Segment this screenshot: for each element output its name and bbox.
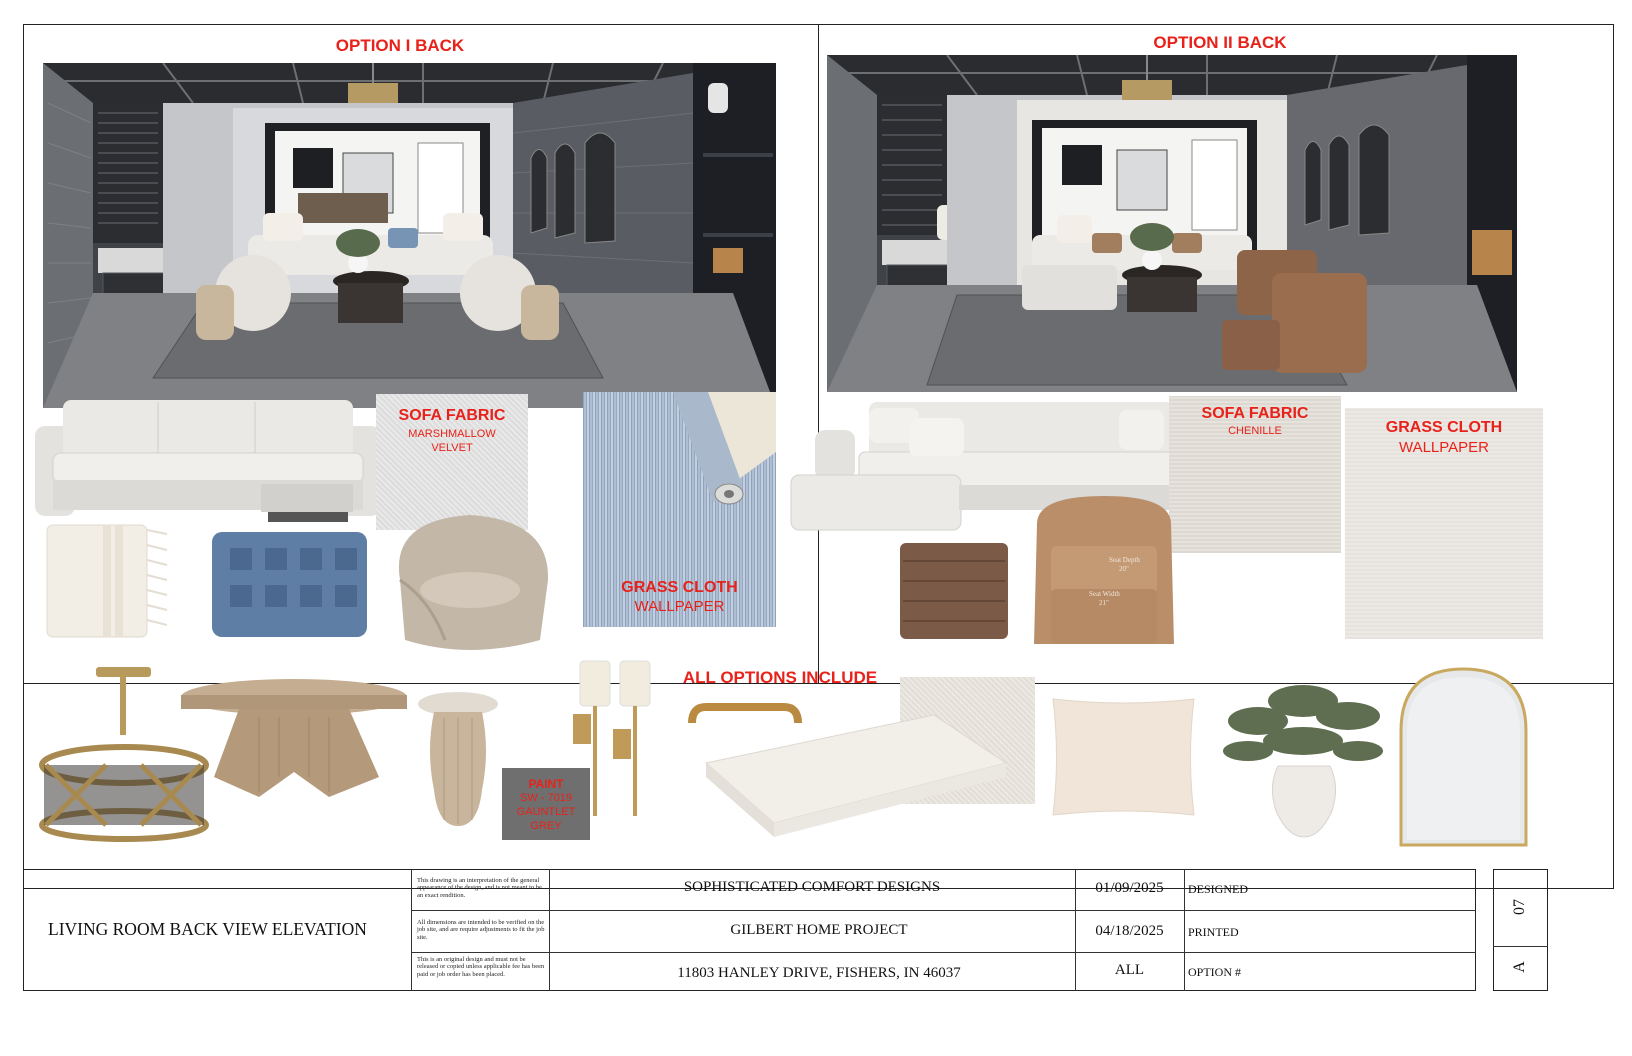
option2-seat-width-value: 21" bbox=[1099, 599, 1109, 607]
option1-rendering bbox=[43, 63, 776, 408]
option1-sofa-fabric-line1: MARSHMALLOW bbox=[408, 428, 496, 440]
sheet-title: LIVING ROOM BACK VIEW ELEVATION bbox=[48, 919, 367, 939]
olive-vase-image bbox=[1218, 671, 1388, 839]
option2-wallpaper-line2: WALLPAPER bbox=[1398, 439, 1490, 456]
option2-seat-width-label: Seat Width bbox=[1089, 590, 1120, 598]
arched-mirror-image bbox=[1397, 665, 1530, 847]
option2-sofa-fabric-swatch bbox=[1169, 396, 1341, 553]
option1-sofa-image bbox=[33, 398, 383, 526]
option-value: ALL bbox=[1114, 962, 1145, 978]
paint-line1: PAINT bbox=[528, 777, 564, 791]
option1-wallpaper-swatch bbox=[583, 392, 776, 627]
option1-sofa-fabric-title: SOFA FABRIC bbox=[398, 407, 506, 424]
date-designed: 01/09/2025 bbox=[1095, 880, 1164, 896]
disclaimer-note-2: All dimensions are intended to be verified on the job site, and are require adjustments to fit the job site. bbox=[417, 919, 545, 941]
all-options-title: ALL OPTIONS INCLUDE bbox=[682, 668, 878, 687]
option2-wallpaper-swatch bbox=[1345, 408, 1543, 639]
option2-leather-chair-ottoman bbox=[1029, 494, 1179, 646]
option2-rendering bbox=[827, 55, 1517, 392]
date-printed: 04/18/2025 bbox=[1095, 923, 1164, 939]
paint-line4: GREY bbox=[530, 820, 562, 832]
option2-wallpaper-line1: GRASS CLOTH bbox=[1385, 419, 1503, 436]
option2-title: OPTION II BACK bbox=[1153, 33, 1287, 52]
option1-wallpaper-line1: GRASS CLOTH bbox=[621, 579, 738, 596]
label-designed: DESIGNED bbox=[1188, 882, 1248, 896]
option1-wallpaper-line2: WALLPAPER bbox=[634, 598, 725, 615]
option2-sofa-fabric-title: SOFA FABRIC bbox=[1201, 405, 1309, 422]
option2-seat-depth-value: 20" bbox=[1119, 565, 1129, 573]
project-address: 11803 HANLEY DRIVE, FISHERS, IN 46037 bbox=[677, 965, 961, 981]
wall-sconce-image bbox=[568, 659, 660, 829]
sheet-letter: A bbox=[1511, 961, 1528, 973]
beige-pillow-image bbox=[1047, 693, 1200, 821]
bench-cushion-image bbox=[704, 713, 1008, 838]
option1-blue-pillow bbox=[210, 530, 370, 640]
option1-swivel-chair bbox=[390, 510, 552, 655]
paint-line2: SW - 7019 bbox=[520, 792, 572, 804]
option2-seat-depth-label: Seat Depth bbox=[1109, 556, 1140, 564]
company-name: SOPHISTICATED COMFORT DESIGNS bbox=[683, 879, 941, 895]
label-printed: PRINTED bbox=[1188, 925, 1239, 939]
option1-white-pillow bbox=[45, 520, 173, 645]
coffee-table-image bbox=[179, 677, 409, 815]
sheet-number: 07 bbox=[1511, 899, 1528, 915]
option2-brown-pillow bbox=[898, 541, 1010, 641]
option1-title: OPTION I BACK bbox=[335, 36, 465, 55]
paint-line3: GAUNTLET bbox=[516, 806, 576, 818]
label-option: OPTION # bbox=[1188, 965, 1241, 979]
side-table-image bbox=[416, 690, 500, 830]
option1-sofa-fabric-line2: VELVET bbox=[431, 442, 473, 454]
project-name: GILBERT HOME PROJECT bbox=[730, 922, 908, 938]
disclaimer-note-3: This is an original design and must not be released or copied unless applicable fee has been paid or job order has been placed. bbox=[417, 956, 545, 978]
disclaimer-note-1: This drawing is an interpretation of the general appearance of the design, and is not meant to be an exact rendition. bbox=[417, 877, 542, 899]
option2-sofa-fabric-line1: CHENILLE bbox=[1228, 425, 1282, 437]
